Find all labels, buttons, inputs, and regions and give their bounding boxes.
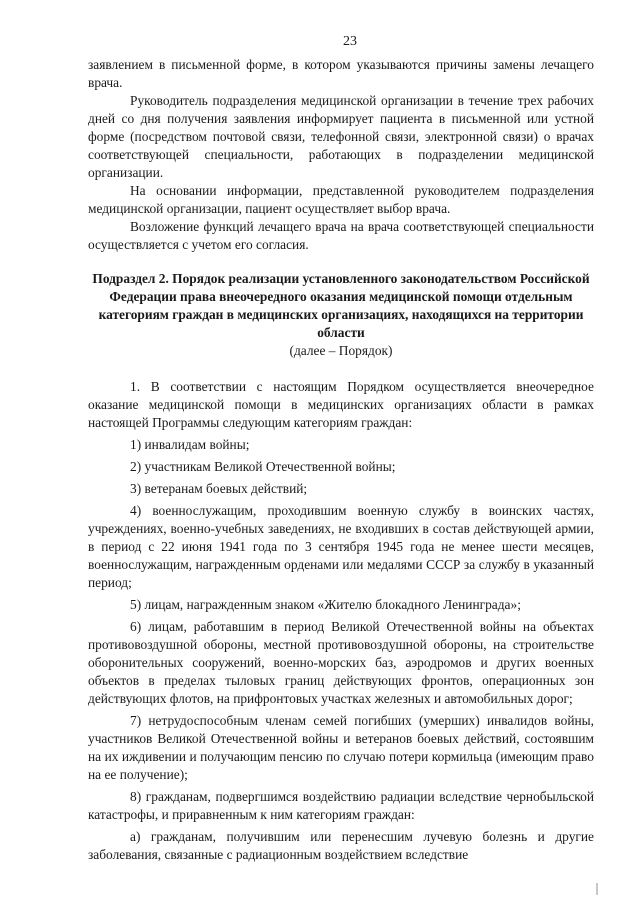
list-item: 1) инвалидам войны; [130, 437, 250, 452]
list-intro: 1. В соответствии с настоящим Порядком осуществляется внеочередное оказание медицинской помощи в медицинских организациях области в рамках настоящей Программы следующим категориям граждан: [88, 379, 594, 430]
list-item: 7) нетрудоспособным членам семей погибших (умерших) инвалидов войны, участников Великой Отечественной войны и ветеранов боевых действий, состоявшим на их иждивении и получающим пенсию по случаю потери кормильца (имеющим право на ее получение); [88, 713, 594, 782]
paragraph-patient-choice: На основании информации, представленной руководителем подразделения медицинской организации, пациент осуществляет выбор врача. [88, 183, 594, 216]
paragraph-continuation: заявлением в письменной форме, в котором указываются причины замены лечащего врача. [88, 57, 594, 90]
list-item: 2) участникам Великой Отечественной войны; [130, 459, 396, 474]
section-title: Подраздел 2. Порядок реализации установленного законодательством Российской Федерации права внеочередного оказания медицинской помощи отдельным категориям граждан в медицинских организациях, находящихся на территории области [92, 271, 590, 340]
scan-edge-mark [596, 883, 598, 895]
list-item: 6) лицам, работавшим в период Великой Отечественной войны на объектах противовоздушной обороны, местной противовоздушной обороны, на строительстве оборонительных сооружений, военно-морских баз, аэродромов и других военных объектов в пределах тыловых границ действующих фронтов, операционных зон действующих флотов, на прифронтовых участках железных и автомобильных дорог; [88, 619, 594, 706]
list-item: 5) лицам, награжденным знаком «Жителю блокадного Ленинграда»; [130, 597, 521, 612]
page-number: 23 [343, 34, 357, 49]
list-item: 3) ветеранам боевых действий; [130, 481, 308, 496]
section-subtitle: (далее – Порядок) [289, 343, 393, 358]
paragraph-head-informs: Руководитель подразделения медицинской организации в течение трех рабочих дней со дня получения заявления информирует пациента в письменной или устной форме (посредством почтовой связи, телефонной связи, электронной связи) о врачах соответствующей специальности, работающих в подразделении медицинской организации. [88, 93, 594, 180]
list-item: 8) гражданам, подвергшимся воздействию радиации вследствие чернобыльской катастрофы, и приравненным к ним категориям граждан: [88, 789, 594, 822]
list-item: 4) военнослужащим, проходившим военную службу в воинских частях, учреждениях, военно-учебных заведениях, не входивших в состав действующей армии, в период с 22 июня 1941 года по 3 сентября 1945 года не менее шести месяцев, военнослужащим, награжденным орденами или медалями СССР за службу в указанный период; [88, 503, 594, 590]
list-item: а) гражданам, получившим или перенесшим лучевую болезнь и другие заболевания, связанные с радиационным воздействием вследствие [88, 829, 594, 862]
paragraph-consent: Возложение функций лечащего врача на врача соответствующей специальности осуществляется с учетом его согласия. [88, 219, 594, 252]
